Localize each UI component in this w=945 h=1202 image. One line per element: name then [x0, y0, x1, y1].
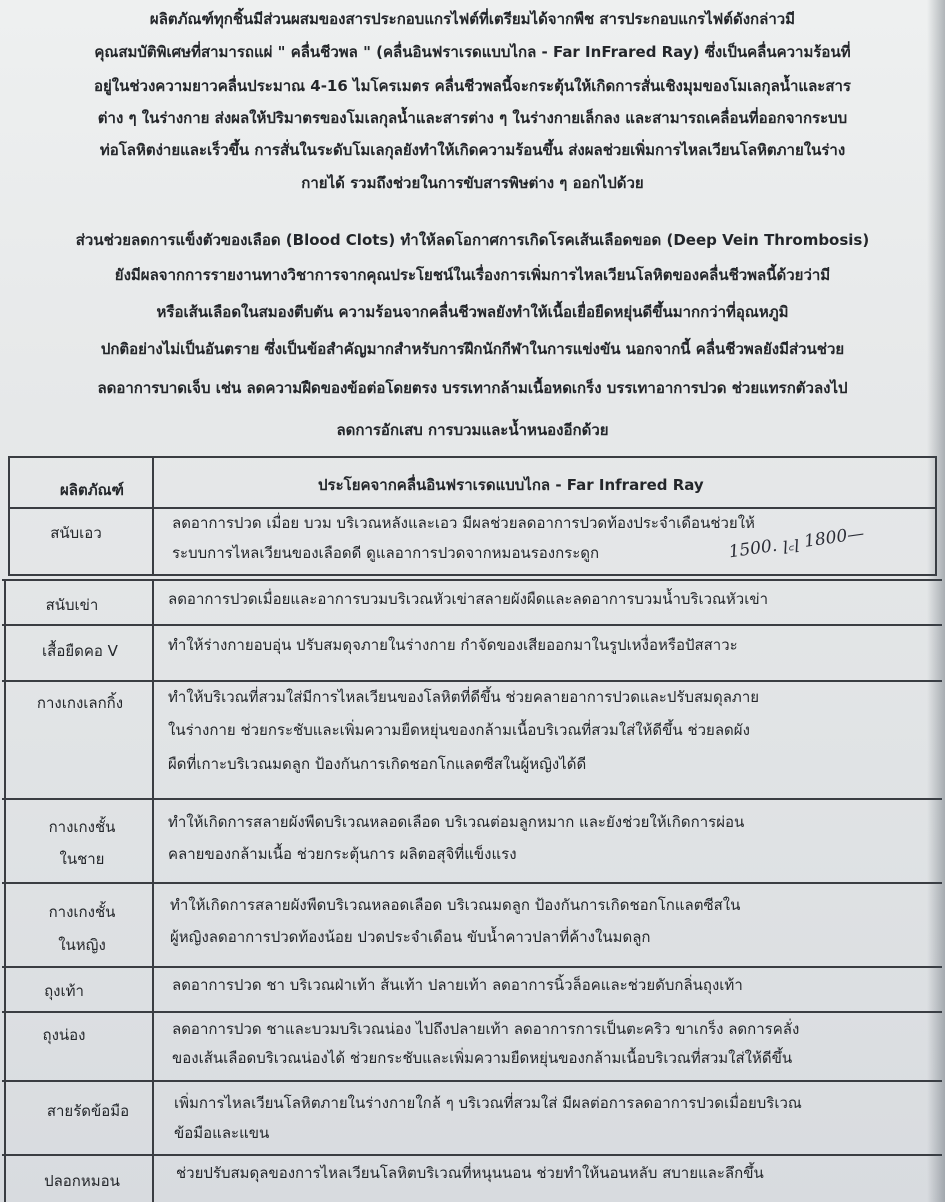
intro-line: อยู่ในช่วงความยาวคลื่นประมาณ 4-16 ไมโครเมตร คลื่นชีวพลนี้จะกระตุ้นให้เกิดการสั่นเชิงมุมของโมเลกุลน้ำและสาร: [94, 77, 851, 95]
product-name: กางเกงชั้น: [48, 903, 116, 921]
table-border: [2, 579, 942, 581]
table-border: [2, 1011, 942, 1013]
paragraph-line: ยังมีผลจากการรายงานทางวิชาการจากคุณประโยชน์ในเรื่องการเพิ่มการไหลเวียนโลหิตของคลื่นชีวพลนี้ด้วยว่ามี: [114, 266, 831, 284]
paragraph-line: ลดการอักเสบ การบวมและน้ำหนองอีกด้วย: [336, 421, 609, 439]
table-border: [8, 456, 10, 576]
product-name: ในชาย: [59, 850, 105, 868]
table-header-benefit: ประโยคจากคลื่นอินฟราเรดแบบไกล - Far Infrared Ray: [318, 476, 704, 494]
table-border: [8, 507, 936, 509]
intro-line: กายได้ รวมถึงช่วยในการขับสารพิษต่าง ๆ ออกไปด้วย: [301, 174, 644, 192]
page-edge-shadow: [927, 0, 945, 1202]
product-name: กางเกงชั้น: [48, 818, 116, 836]
product-name: ถุงเท้า: [44, 982, 84, 1000]
product-name: สนับเข่า: [45, 596, 99, 614]
paragraph-line: ลดอาการบาดเจ็บ เช่น ลดความฝืดของข้อต่อโดยตรง บรรเทากล้ามเนื้อหดเกร็ง บรรเทาอาการปวด ช่วยแทรกตัวลงไป: [97, 379, 848, 397]
intro-line: ผลิตภัณฑ์ทุกชิ้นมีส่วนผสมของสารประกอบแกรไฟต์ที่เตรียมได้จากพืช สารประกอบแกรไฟต์ดังกล่าวมี: [149, 10, 796, 28]
table-header-product: ผลิตภัณฑ์: [60, 481, 124, 499]
product-name: สายรัดข้อมือ: [46, 1102, 130, 1120]
product-name: ในหญิง: [58, 936, 106, 954]
product-name: ปลอกหมอน: [44, 1172, 120, 1190]
product-name: สนับเอว: [50, 524, 102, 542]
handwritten-price-note: 1500. ꞁ꜀ꞁ 1800—: [727, 523, 866, 563]
intro-line: ต่าง ๆ ในร่างกาย ส่งผลให้ปริมาตรของโมเลกุลน้ำและสารต่าง ๆ ในร่างกายเล็กลง และสามารถเคลื่อนที่ออกจากระบบ: [97, 109, 848, 127]
product-name: กางเกงเลกกิ้ง: [36, 694, 124, 712]
intro-line: ท่อโลหิตง่ายและเร็วขึ้น การสั่นในระดับโมเลกุลยังทำให้เกิดความร้อนขึ้น ส่งผลช่วยเพิ่มการไหลเวียนโลหิตภายในร่าง: [99, 141, 846, 159]
table-border: [2, 1080, 942, 1082]
table-border: [8, 574, 936, 576]
table-border: [2, 798, 942, 800]
paragraph-line: หรือเส้นเลือดในสมองตีบตัน ความร้อนจากคลื่นชีวพลยังทำให้เนื้อเยื่อยืดหยุ่นดีขึ้นมากกว่าที่อุณหภูมิ: [156, 303, 789, 321]
table-border: [152, 456, 154, 576]
table-border: [4, 579, 6, 1202]
document-page: ผลิตภัณฑ์ทุกชิ้นมีส่วนผสมของสารประกอบแกรไฟต์ที่เตรียมได้จากพืช สารประกอบแกรไฟต์ดังกล่าวมี คุณสมบัติพิเศษที่สามารถแผ่ " คลื่นชีวพล " (คลื่นอินฟราเรดแบบไกล - Far InFrared Ray) ซึ่งเป็นคลื่นความร้อนที่ อยู่ในช่วงความยาวคลื่นประมาณ 4-16 ไมโครเมตร คลื่นชีวพลนี้จะกระตุ้นให้เกิดการสั่นเชิงมุมของโมเลกุลน้ำและสาร ต่าง ๆ ในร่างกาย ส่งผลให้ปริมาตรของโมเลกุลน้ำและสารต่าง ๆ ในร่างกายเล็กลง และสามารถเคลื่อนที่ออกจากระบบ ท่อโลหิตง่ายและเร็วขึ้น การสั่นในระดับโมเลกุลยังทำให้เกิดความร้อนขึ้น ส่งผลช่วยเพิ่มการไหลเวียนโลหิตภายในร่าง กายได้ รวมถึงช่วยในการขับสารพิษต่าง ๆ ออกไปด้วย ส่วนช่วยลดการแข็งตัวของเลือด (Blood Clots) ทำให้ลดโอกาศการเกิดโรคเส้นเลือดขอด (Deep Vein Thrombosis) ยังมีผลจากการรายงานทางวิชาการจากคุณประโยชน์ในเรื่องการเพิ่มการไหลเวียนโลหิตของคลื่นชีวพลนี้ด้วยว่ามี หรือเส้นเลือดในสมองตีบตัน ความร้อนจากคลื่นชีวพลยังทำให้เนื้อเยื่อยืดหยุ่นดีขึ้นมากกว่าที่อุณหภูมิ ปกติอย่างไม่เป็นอันตราย ซึ่งเป็นข้อสำคัญมากสำหรับการฝึกนักกีฬาในการแข่งขัน นอกจากนี้ คลื่นชีวพลยังมีส่วนช่วย ลดอาการบาดเจ็บ เช่น ลดความฝืดของข้อต่อโดยตรง บรรเทากล้ามเนื้อหดเกร็ง บรรเทาอาการปวด ช่วยแทรกตัวลงไป ลดการอักเสบ การบวมและน้ำหนองอีกด้วย ผลิตภัณฑ์ ประโยคจากคลื่นอินฟราเรดแบบไกล - Far Infrared Ray สนับเอว ลดอาการปวด เมื่อย บวม บริเวณหลังและเอว มีผลช่วยลดอาการปวดท้องประจำเดือนช่วยให้ ระบบการไหลเวียนของเลือดดี ดูแลอาการปวดจากหมอนรองกระดูก 1500. ꞁ꜀ꞁ 1800— สนับเข่า ลดอาการปวดเมื่อยและอาการบวมบริเวณหัวเข่าสลายผังผืดและลดอาการบวมน้ำบริเวณหัวเข่า เสื้อยืดคอ V ทำให้ร่างกายอบอุ่น ปรับสมดุจภายในร่างกาย กำจัดของเสียออกมาในรูปเหงื่อหรือปัสสาวะ กางเกงเลกกิ้ง ทำให้บริเวณที่สวมใส่มีการไหลเวียนของโลหิตที่ดีขึ้น ช่วยคลายอาการปวดและปรับสมดุลภาย ในร่างกาย ช่วยกระชับและเพิ่มความยืดหยุ่นของกล้ามเนื้อบริเวณที่สวมใส่ให้ดีขึ้น ช่วยลดผัง ผืดที่เกาะบริเวณมดลูก ป้องกันการเกิดชอกโกแลตซีสในผู้หญิงได้ดี กางเกงชั้น ในชาย ทำให้เกิดการสลายผังพืดบริเวณหลอดเลือด บริเวณต่อมลูกหมาก และยังช่วยให้เกิดการผ่อน คลายของกล้ามเนื้อ ช่วยกระตุ้นการ ผลิตอสุจิที่แข็งแรง กางเกงชั้น ในหญิง ทำให้เกิดการสลายผังพืดบริเวณหลอดเลือด บริเวณมดลูก ป้องกันการเกิดชอกโกแลตซีสใน ผู้หญิงลดอาการปวดท้องน้อย ปวดประจำเดือน ขับน้ำคาวปลาที่ค้างในมดลูก ถุงเท้า ลดอาการปวด ชา บริเวณฝ่าเท้า ส้นเท้า ปลายเท้า ลดอาการนิ้วล็อคและช่วยดับกลิ่นถุงเท้า ถุงน่อง ลดอาการปวด ชาและบวมบริเวณน่อง ไปถึงปลายเท้า ลดอาการการเป็นตะคริว ขาเกร็ง ลดการคลั่ง ของเส้นเลือดบริเวณน่องได้ ช่วยกระชับและเพิ่มความยืดหยุ่นของกล้ามเนื้อบริเวณที่สวมใส่ให้ดีขึ้น สายรัดข้อมือ เพิ่มการไหลเวียนโลหิตภายในร่างกายใกล้ ๆ บริเวณที่สวมใส่ มีผลต่อการลดอาการปวดเมื่อยบริเวณ ข้อมือและแขน ปลอกหมอน ช่วยปรับสมดุลของการไหลเวียนโลหิตบริเวณที่หนุนนอน ช่วยทำให้นอนหลับ สบายและลึกขึ้น: [0, 0, 945, 1202]
table-border: [2, 624, 942, 626]
product-name: เสื้อยืดคอ V: [42, 642, 118, 660]
intro-line: คุณสมบัติพิเศษที่สามารถแผ่ " คลื่นชีวพล " (คลื่นอินฟราเรดแบบไกล - Far InFrared Ray) ซึ่งเป็นคลื่นความร้อนที่: [94, 43, 851, 61]
paragraph-line: ส่วนช่วยลดการแข็งตัวของเลือด (Blood Clots) ทำให้ลดโอกาศการเกิดโรคเส้นเลือดขอด (Deep Vein Thrombosis): [75, 231, 870, 249]
table-border: [152, 579, 154, 1202]
paragraph-line: ปกติอย่างไม่เป็นอันตราย ซึ่งเป็นข้อสำคัญมากสำหรับการฝึกนักกีฬาในการแข่งขัน นอกจากนี้ คลื่นชีวพลยังมีส่วนช่วย: [100, 340, 845, 358]
product-name: ถุงน่อง: [42, 1026, 86, 1044]
table-border: [2, 882, 942, 884]
table-border: [2, 1154, 942, 1156]
table-border: [8, 456, 936, 458]
table-border: [2, 680, 942, 682]
table-border: [2, 966, 942, 968]
